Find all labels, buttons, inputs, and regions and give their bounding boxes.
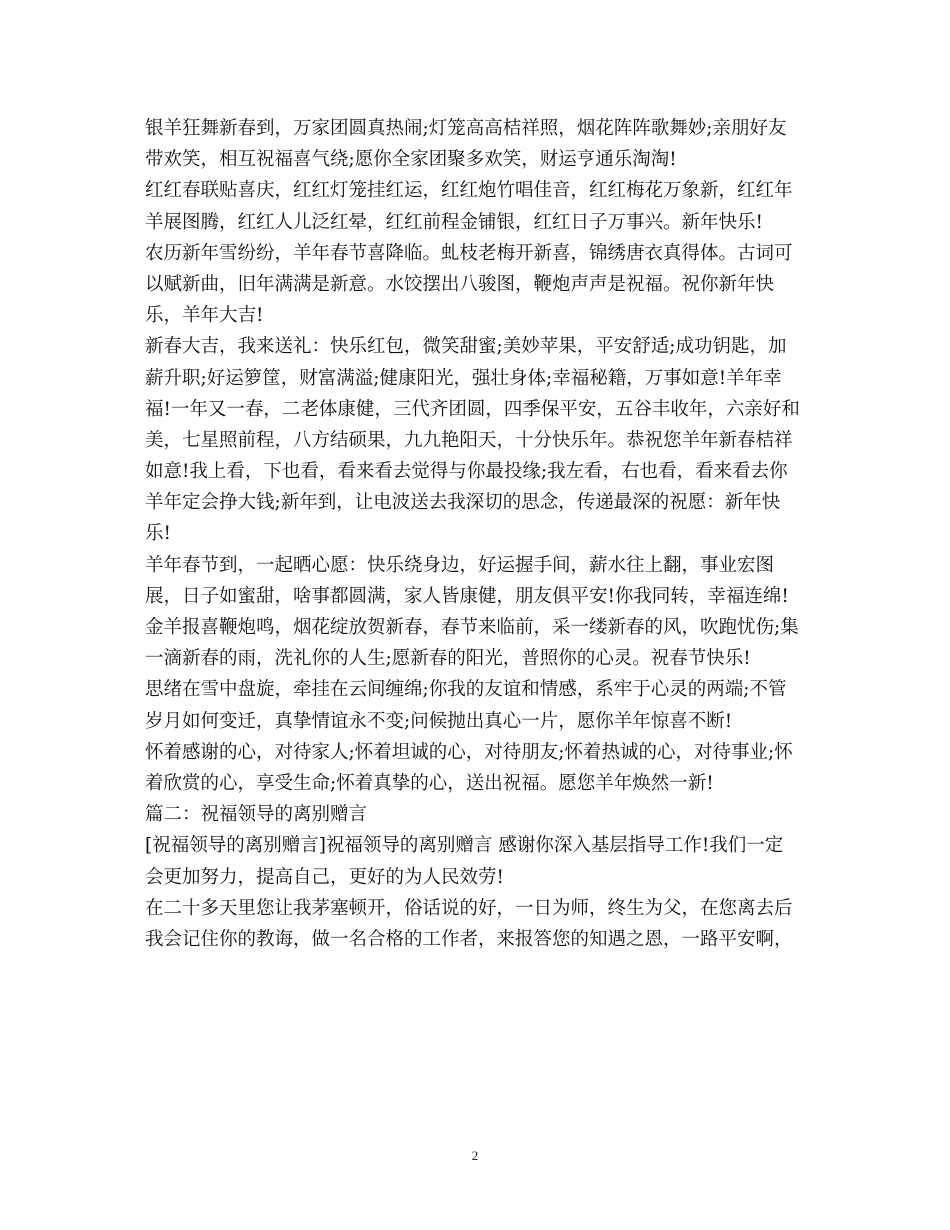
text-line: 红红春联贴喜庆，红红灯笼挂红运，红红炮竹唱佳音，红红梅花万象新，红红年 — [145, 180, 793, 202]
text-line: 篇二：祝福领导的离别赠言 — [145, 804, 368, 826]
text-line: 薪升职;好运箩筐，财富满溢;健康阳光，强壮身体;幸福秘籍，万事如意!羊年幸 — [145, 367, 782, 389]
text-line: 福!一年又一春，二老体康健，三代齐团圆，四季保平安，五谷丰收年，六亲好和 — [145, 398, 800, 420]
text-line: 新春大吉，我来送礼：快乐红包，微笑甜蜜;美妙苹果，平安舒适;成功钥匙，加 — [145, 336, 787, 358]
text-line: 着欣赏的心，享受生命;怀着真挚的心，送出祝福。愿您羊年焕然一新! — [145, 772, 714, 794]
text-line: 在二十多天里您让我茅塞顿开，俗话说的好，一日为师，终生为父，在您离去后 — [145, 897, 793, 919]
text-line: 带欢笑，相互祝福喜气绕;愿你全家团聚多欢笑，财运亨通乐淘淘! — [145, 149, 677, 171]
text-line: 以赋新曲，旧年满满是新意。水饺摆出八骏图，鞭炮声声是祝福。祝你新年快 — [145, 273, 775, 295]
text-line: 乐，羊年大吉! — [145, 305, 264, 327]
page-number: 2 — [471, 1148, 479, 1163]
text-line: 如意!我上看，下也看，看来看去觉得与你最投缘;我左看，右也看，看来看去你 — [145, 461, 788, 483]
text-line: 金羊报喜鞭炮鸣，烟花绽放贺新春，春节来临前，采一缕新春的风，吹跑忧伤;集 — [145, 617, 799, 638]
text-line: 美，七星照前程，八方结硕果，九九艳阳天，十分快乐年。恭祝您羊年新春桔祥 — [145, 429, 793, 451]
text-line: [祝福领导的离别赠言]祝福领导的离别赠言 感谢你深入基层指导工作!我们一定 — [145, 835, 784, 857]
text-line: 我会记住你的教诲，做一名合格的工作者，来报答您的知遇之恩，一路平安啊， — [145, 928, 793, 950]
text-line: 银羊狂舞新春到，万家团圆真热闹;灯笼高高桔祥照，烟花阵阵歌舞妙;亲朋好友 — [145, 118, 787, 139]
text-line: 农历新年雪纷纷，羊年春节喜降临。虬枝老梅开新喜，锦绣唐衣真得体。古词可 — [145, 242, 793, 264]
text-line: 岁月如何变迁，真挚情谊永不变;问候抛出真心一片，愿你羊年惊喜不断! — [145, 710, 733, 732]
text-line: 会更加努力，提高自己，更好的为人民效劳! — [145, 866, 504, 888]
text-line: 怀着感谢的心，对待家人;怀着坦诚的心，对待朋友;怀着热诚的心，对待事业;怀 — [145, 741, 793, 763]
text-line: 展，日子如蜜甜，啥事都圆满，家人皆康健，朋友俱平安!你我同转，幸福连绵! — [145, 585, 789, 607]
text-line: 乐! — [145, 523, 171, 545]
text-line: 羊年定会挣大钱;新年到，让电波送去我深切的思念，传递最深的祝愿：新年快 — [145, 492, 781, 514]
text-line: 思绪在雪中盘旋，牵挂在云间缠绵;你我的友谊和情感，系牢于心灵的两端;不管 — [145, 679, 787, 701]
text-line: 羊展图腾，红红人儿泛红晕，红红前程金铺银，红红日子万事兴。新年快乐! — [145, 211, 763, 233]
body-text — [145, 113, 815, 955]
text-line: 羊年春节到，一起晒心愿：快乐绕身边，好运握手间，薪水往上翻，事业宏图 — [145, 554, 775, 576]
text-line: 一滴新春的雨，洗礼你的人生;愿新春的阳光，普照你的心灵。祝春节快乐! — [145, 648, 751, 670]
